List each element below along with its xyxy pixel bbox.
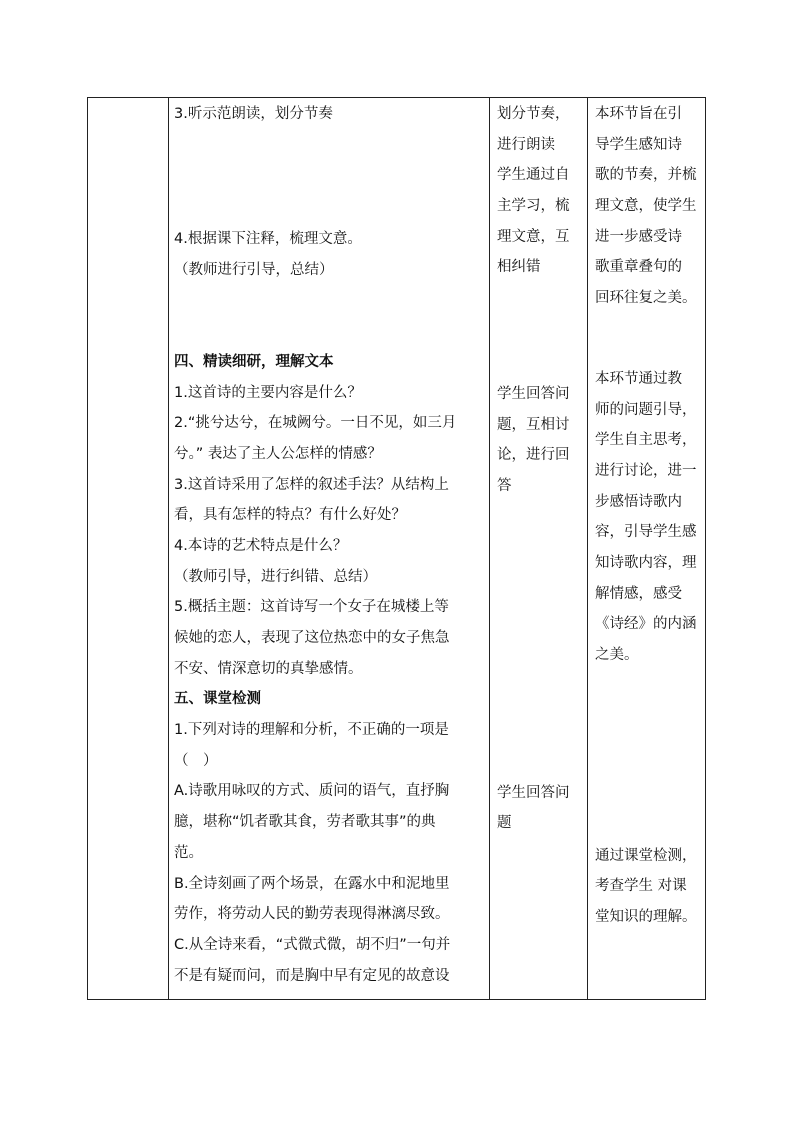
intent-line: 进一步感受诗 — [595, 228, 682, 245]
process-line: 1.下列对诗的理解和分析，不正确的一项是 — [174, 722, 449, 739]
intent-line: 歌的节奏，并梳 — [595, 167, 697, 184]
process-line: 1.这首诗的主要内容是什么？ — [174, 384, 362, 401]
process-line: 2.“挑兮达兮，在城阙兮。一日不见，如三月 — [174, 415, 457, 432]
stage-cell — [88, 98, 168, 999]
process-line: （教师进行引导，总结） — [174, 261, 334, 278]
intent-line: 本环节通过教 — [595, 370, 682, 387]
process-line: 4.根据课下注释，梳理文意。 — [174, 231, 362, 248]
intent-line: 容，引导学生感 — [595, 524, 697, 541]
section-heading: 四、精读细研，理解文本 — [174, 353, 334, 370]
process-line: 不是有疑而问，而是胸中早有定见的故意设 — [174, 967, 450, 984]
student-activity-cell — [497, 98, 585, 999]
process-line: （ ） — [174, 752, 218, 769]
intent-line: 解情感，感受 — [595, 585, 682, 602]
process-line: 兮。” 表达了主人公怎样的情感？ — [174, 445, 382, 462]
intent-line: 进行讨论，进一 — [595, 462, 697, 479]
lesson-table — [87, 97, 706, 1000]
process-line: 劳作，将劳动人民的勤劳表现得淋漓尽致。 — [174, 906, 450, 923]
design-intent-cell — [595, 98, 705, 999]
teaching-process-cell — [174, 98, 486, 999]
intent-line: 步感悟诗歌内 — [595, 493, 682, 510]
column-divider — [168, 98, 169, 999]
intent-line: 理文意，使学生 — [595, 198, 697, 215]
student-line: 学生回答问 — [497, 784, 570, 801]
intent-line: 歌重章叠句的 — [595, 259, 682, 276]
student-line: 学生通过自 — [497, 167, 570, 184]
section-heading: 五、课堂检测 — [174, 691, 261, 708]
intent-line: 堂知识的理解。 — [595, 909, 697, 926]
column-divider — [587, 98, 588, 999]
process-line: 看，具有怎样的特点？有什么好处？ — [174, 507, 406, 524]
intent-line: 通过课堂检测， — [595, 847, 697, 864]
intent-line: 《诗经》的内涵 — [595, 616, 697, 633]
process-line: C.从全诗来看，“式微式微，胡不归”一句并 — [174, 936, 451, 953]
process-line: 范。 — [174, 844, 203, 861]
process-line: 5.概括主题：这首诗写一个女子在城楼上等 — [174, 599, 449, 616]
student-line: 答 — [497, 477, 512, 494]
student-line: 理文意，互 — [497, 228, 570, 245]
intent-line: 考查学生 对课 — [595, 878, 687, 895]
student-line: 题，互相讨 — [497, 416, 570, 433]
intent-line: 导学生感知诗 — [595, 136, 682, 153]
process-line: （教师引导，进行纠错、总结） — [174, 568, 377, 585]
intent-line: 学生自主思考， — [595, 432, 697, 449]
student-line: 学生回答问 — [497, 385, 570, 402]
student-line: 题 — [497, 815, 512, 832]
process-line: 候她的恋人，表现了这位热恋中的女子焦急 — [174, 630, 450, 647]
student-line: 进行朗读 — [497, 136, 555, 153]
student-line: 主学习，梳 — [497, 198, 570, 215]
intent-line: 知诗歌内容，理 — [595, 554, 697, 571]
intent-line: 本环节旨在引 — [595, 106, 682, 122]
process-line: 3.听示范朗读，划分节奏 — [174, 106, 333, 122]
process-line: 臆，堪称“饥者歌其食，劳者歌其事”的典 — [174, 814, 436, 831]
column-divider — [489, 98, 490, 999]
intent-line: 师的问题引导， — [595, 401, 697, 418]
student-line: 论，进行回 — [497, 447, 570, 464]
process-line: 3.这首诗采用了怎样的叙述手法？从结构上 — [174, 476, 449, 493]
student-line: 相纠错 — [497, 259, 541, 276]
process-line: 不安、情深意切的真挚感情。 — [174, 660, 363, 677]
process-line: 4.本诗的艺术特点是什么？ — [174, 537, 348, 554]
intent-line: 回环往复之美。 — [595, 290, 697, 307]
intent-line: 之美。 — [595, 647, 639, 663]
process-line: B.全诗刻画了两个场景，在露水中和泥地里 — [174, 875, 450, 892]
student-line: 划分节奏， — [497, 106, 570, 122]
process-line: A.诗歌用咏叹的方式、质问的语气，直抒胸 — [174, 783, 450, 800]
